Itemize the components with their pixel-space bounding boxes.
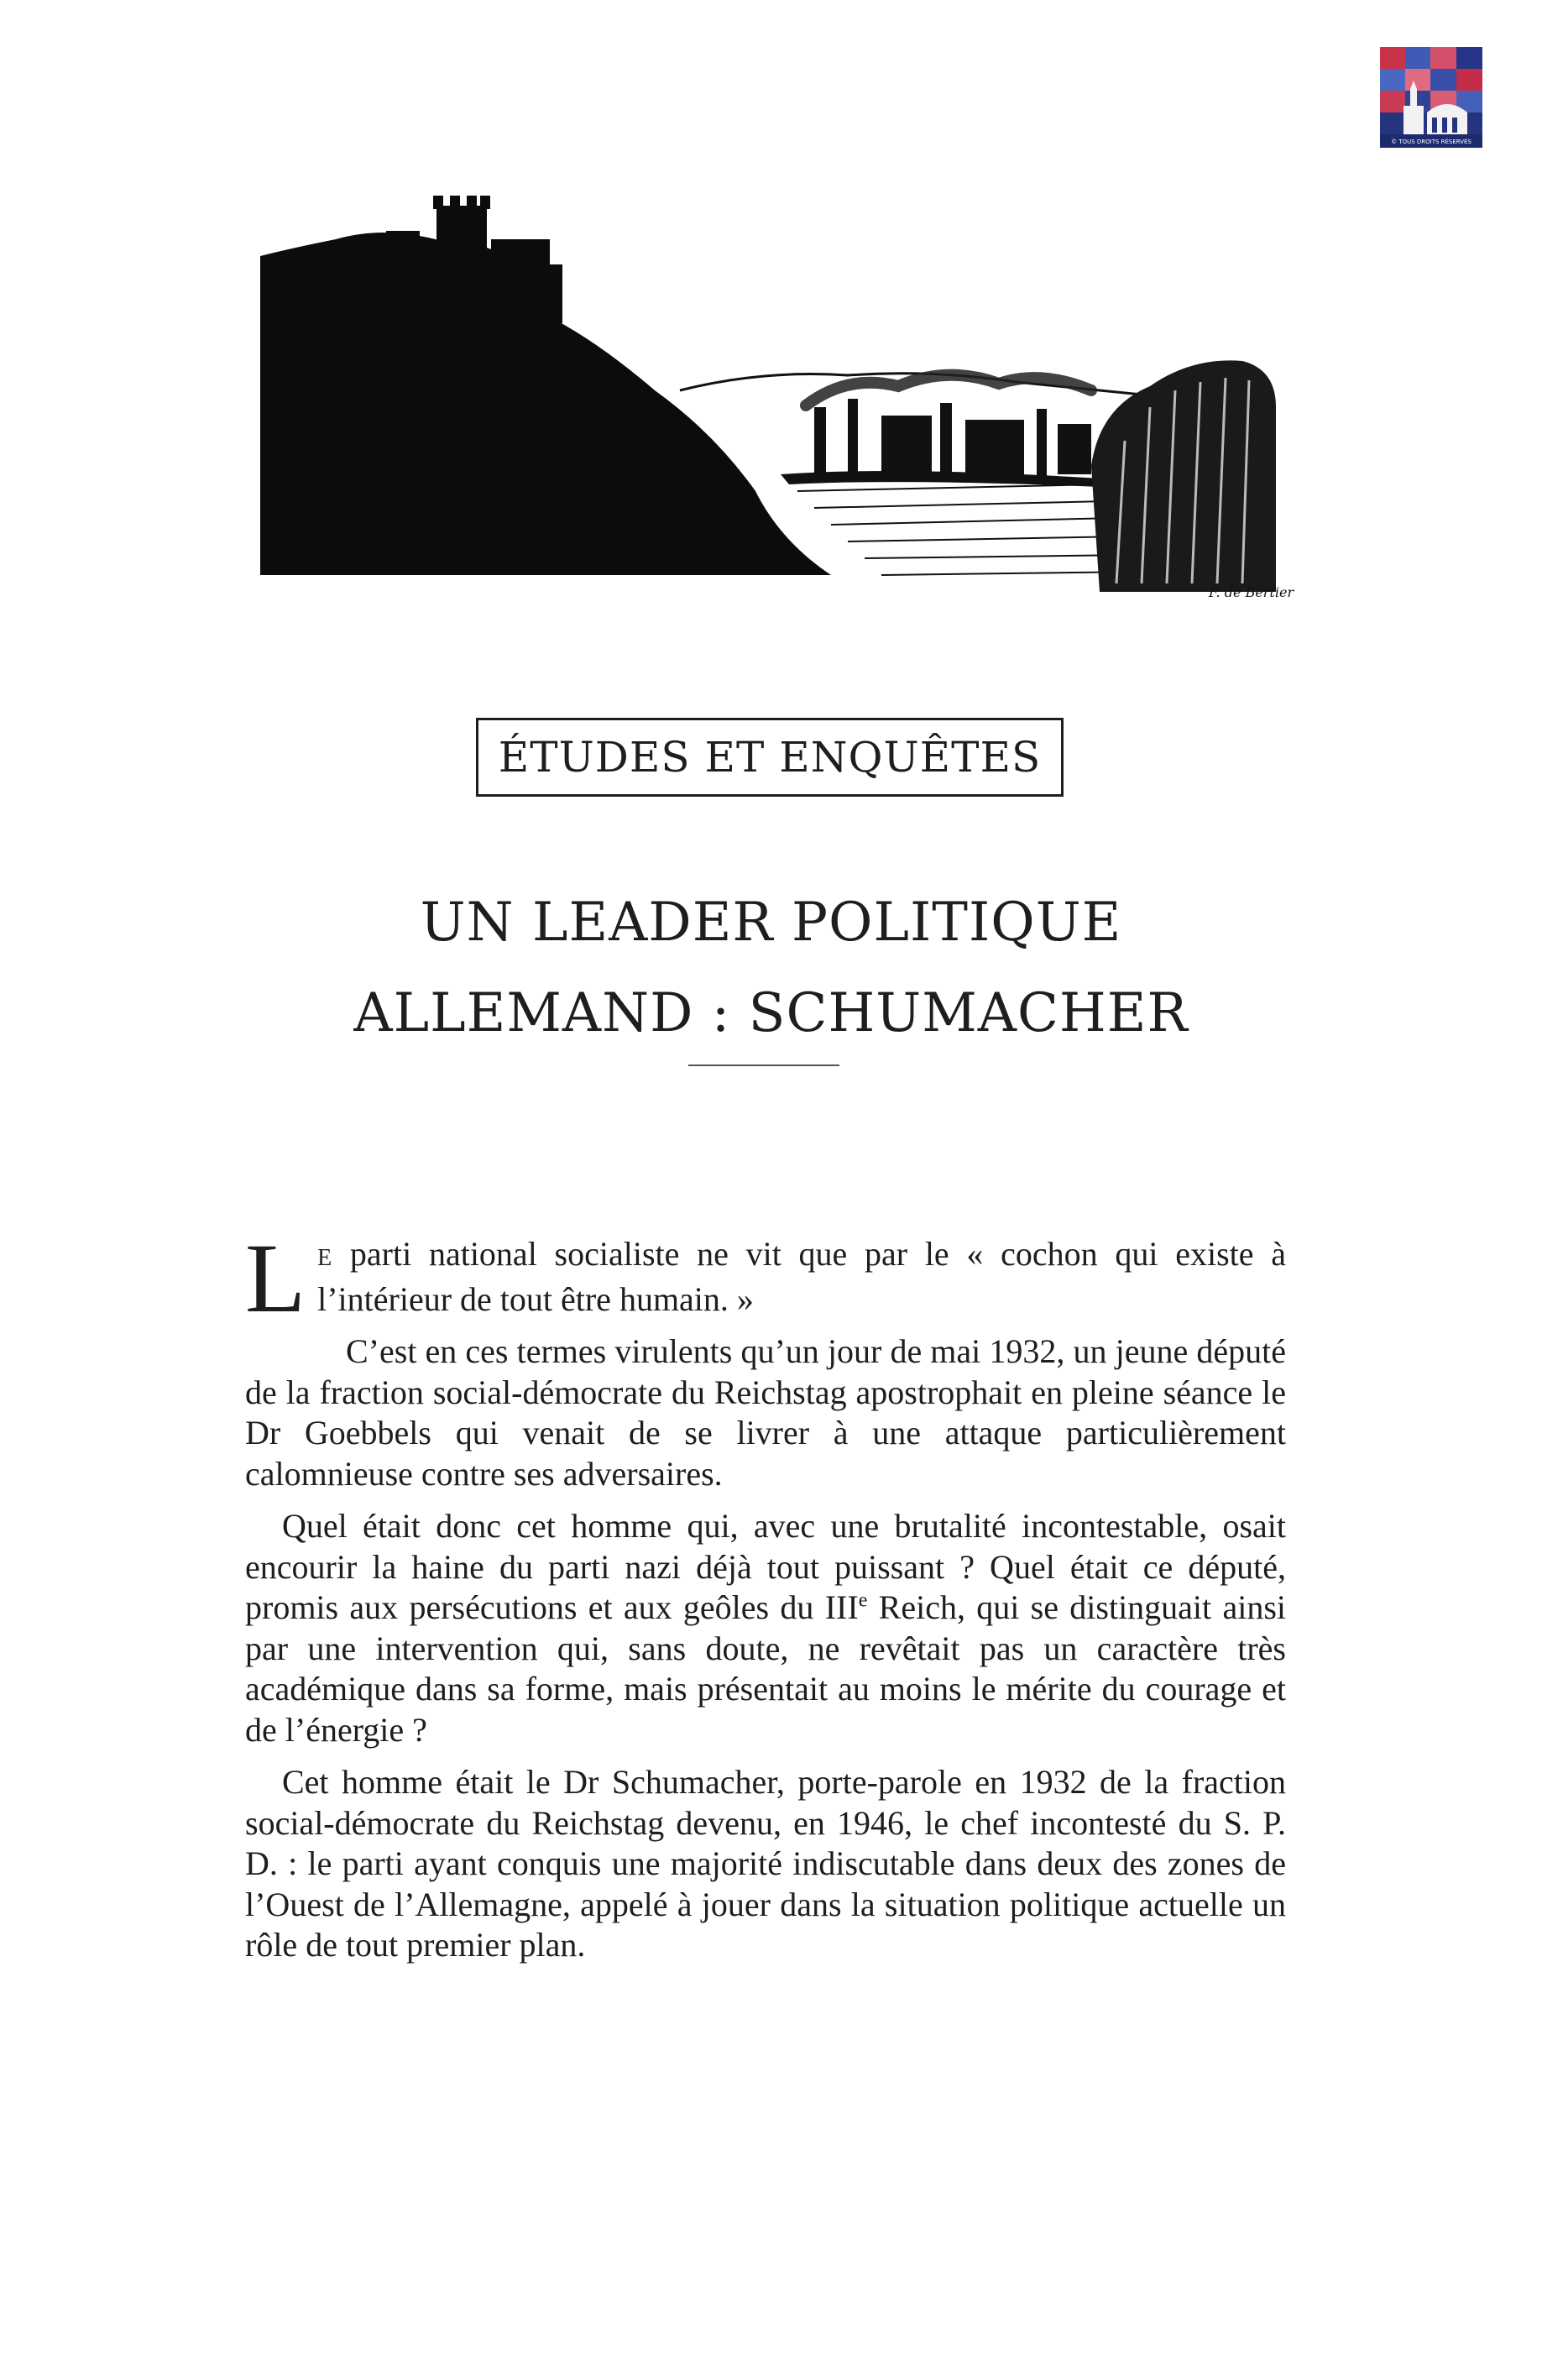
paragraph-1-text: parti national socialiste ne vit que par le « cochon qui existe à l’intérieur de tout être humain. » xyxy=(317,1235,1286,1318)
title-line-1: UN LEADER POLITIQUE xyxy=(420,892,1122,954)
title-line-2: ALLEMAND : SCHUMACHER xyxy=(353,982,1189,1044)
paragraph-3-after: Reich, qui se distinguait ainsi par une intervention qui, sans doute, ne revêtait pas un caractère très académique dans sa forme, mais présentait au moins le mérite du courage et de l’énergie ? xyxy=(245,1588,1287,1749)
article-title xyxy=(210,877,1332,1059)
small-cap: E xyxy=(317,1245,333,1271)
publisher-logo xyxy=(1380,47,1482,148)
superscript: e xyxy=(858,1589,868,1612)
article-body xyxy=(245,1223,1287,1978)
logo-text: © TOUS DROITS RÉSERVÉS xyxy=(1391,139,1471,145)
paragraph-2: C’est en ces termes virulents qu’un jour de mai 1932, un jeune député de la fraction social-démocrate du Reichstag apostrophait en pleine séance le Dr Goebbels qui venait de se livrer à une attaque particulièrement calomnieuse contre ses adversaires. xyxy=(245,1332,1286,1493)
title-divider xyxy=(688,1064,839,1066)
header-illustration xyxy=(260,189,1294,600)
drop-cap: L xyxy=(245,1223,306,1333)
paragraph-1 xyxy=(245,1223,1286,1333)
section-label: ÉTUDES ET ENQUÊTES xyxy=(476,718,1064,797)
illustration-signature: F. de Bertier xyxy=(1209,584,1294,600)
paragraph-3 xyxy=(245,1506,1286,1750)
paragraph-3-before: Quel était donc cet homme qui, avec une brutalité incontestable, osait encourir la haine du parti nazi déjà tout puissant ? Quel était ce député, promis aux persécutions et aux geôles du III xyxy=(245,1507,1286,1626)
paragraph-4: Cet homme était le Dr Schumacher, porte-parole en 1932 de la fraction social-démocrate du Reichstag devenu, en 1946, le chef incontesté du S. P. D. : le parti ayant conquis une majorité indiscutable dans deux des zones de l’Ouest de l’Allemagne, appelé à jouer dans la situation politique actuelle un rôle de tout premier plan. xyxy=(245,1763,1286,1964)
